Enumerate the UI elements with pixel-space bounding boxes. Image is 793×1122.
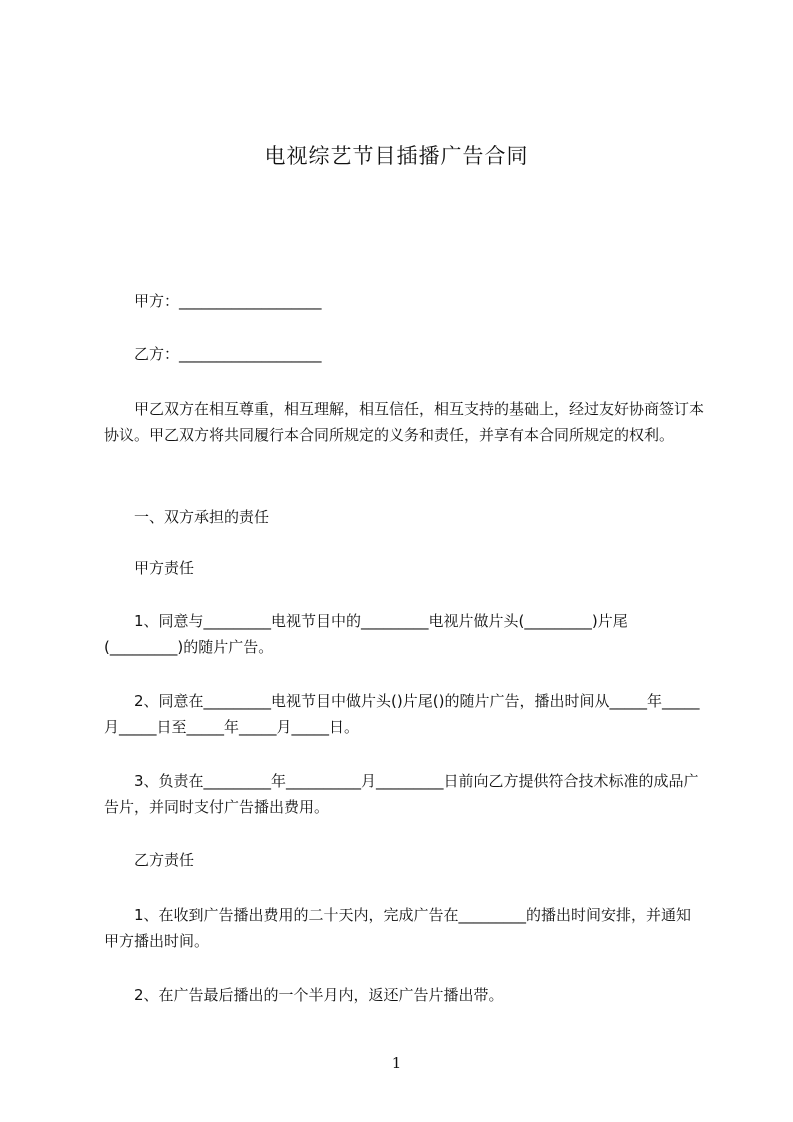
party-b-duty-heading: 乙方责任	[104, 851, 195, 869]
party-a-clause-2: 2、同意在_________电视节目中做片头()片尾()的随片广告，播出时间从_____年_____月_____日至_____年_____月_____日。	[104, 692, 700, 736]
party-a-line: 甲方：___________________	[104, 292, 322, 310]
page-number: 1	[391, 1054, 402, 1072]
party-a-clause-3: 3、负责在_________年__________月_________日前向乙方提供符合技术标准的成品广告片，并同时支付广告播出费用。	[104, 772, 699, 816]
intro-paragraph: 甲乙双方在相互尊重，相互理解，相互信任，相互支持的基础上，经过友好协商签订本协议。甲乙双方将共同履行本合同所规定的义务和责任，并享有本合同所规定的权利。	[104, 400, 705, 444]
document-title: 电视综艺节目插播广告合同	[264, 144, 529, 168]
party-b-clause-2: 2、在广告最后播出的一个半月内，返还广告片播出带。	[104, 986, 504, 1004]
section-heading-responsibilities: 一、双方承担的责任	[104, 508, 270, 526]
party-b-line: 乙方：___________________	[104, 345, 322, 363]
party-a-duty-heading: 甲方责任	[104, 559, 195, 577]
party-b-clause-1: 1、在收到广告播出费用的二十天内，完成广告在_________的播出时间安排，并通知甲方播出时间。	[104, 906, 692, 950]
party-a-clause-1: 1、同意与_________电视节目中的_________电视片做片头(_________)片尾(_________)的随片广告。	[104, 612, 628, 656]
